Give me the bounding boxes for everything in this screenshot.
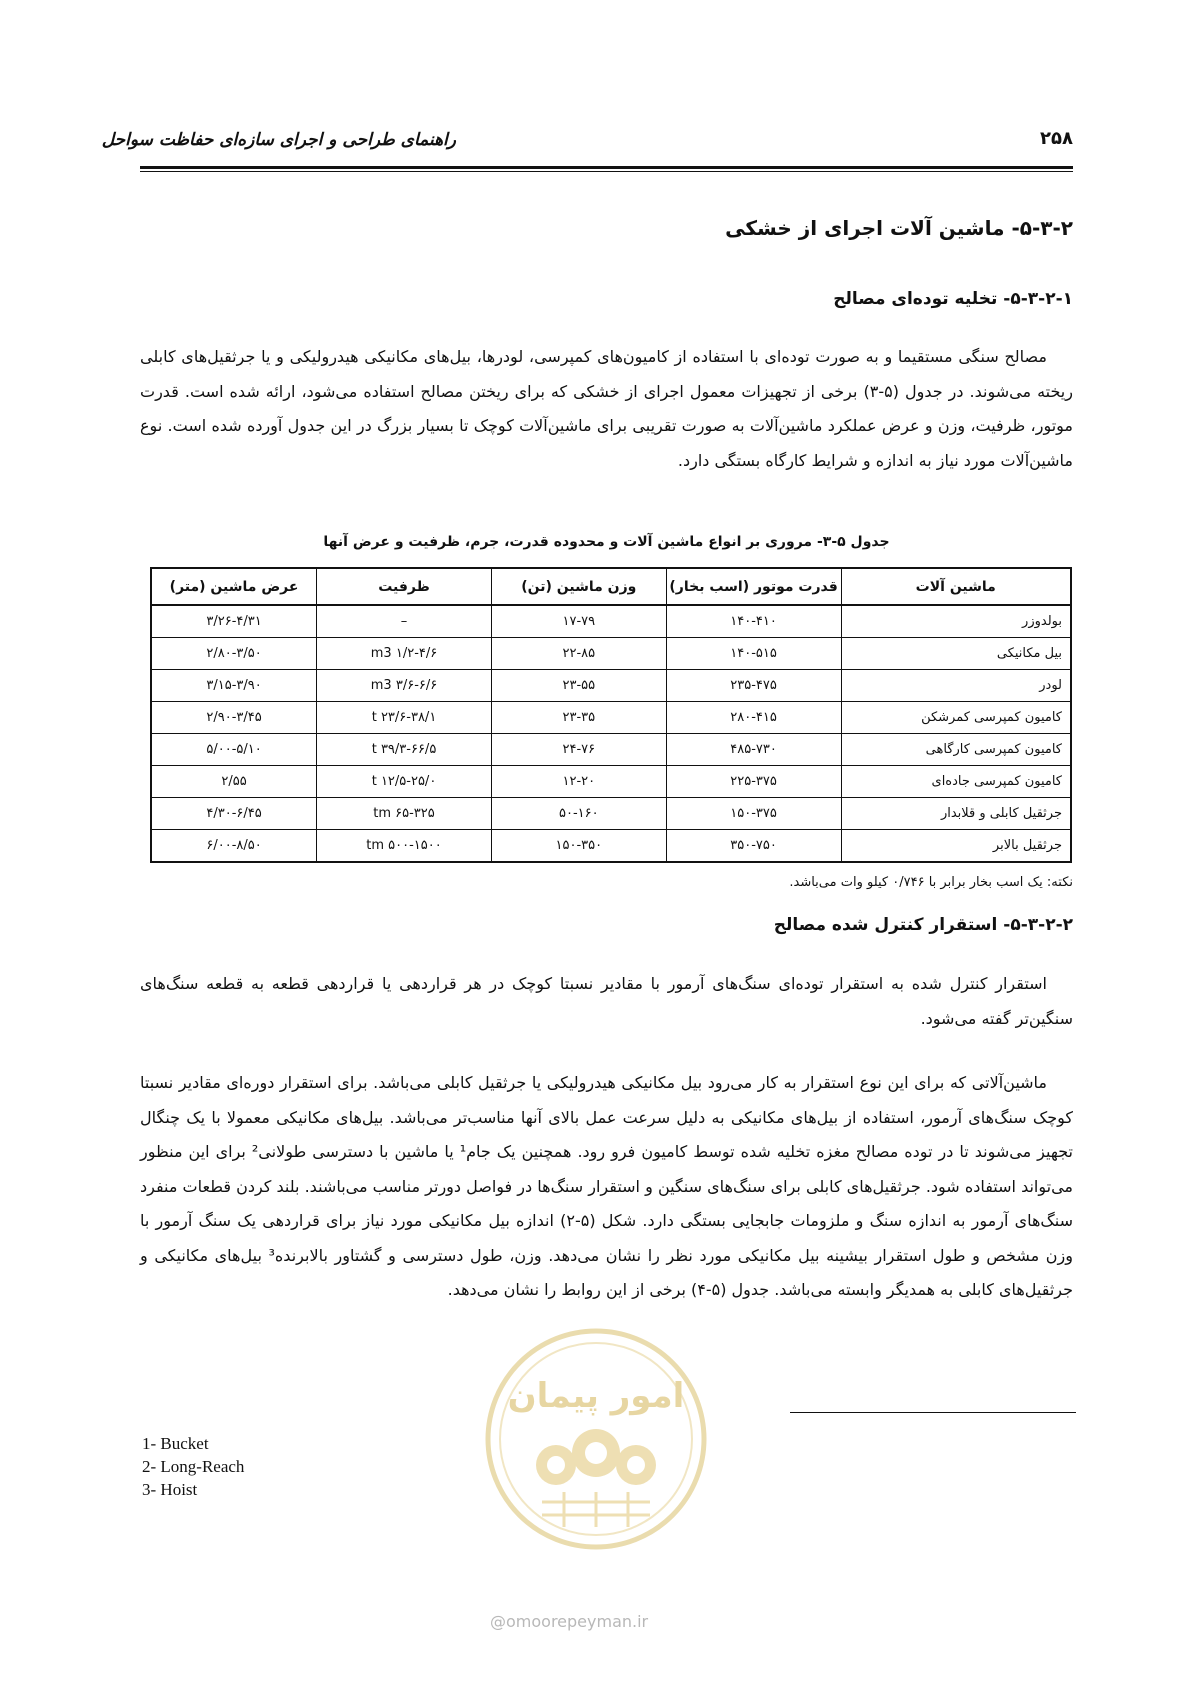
table-header-row <box>151 568 1071 605</box>
running-header-title: راهنمای طراحی و اجرای سازه‌ای حفاظت سواحل <box>101 130 456 150</box>
paragraph-text: استقرار کنترل شده به استقرار توده‌ای سنگ‌های آرمور با مقادیر نسبتا کوچک در هر قراردهی یا قراردهی قطعه به قطعه سنگ‌های سنگین‌تر گفته می‌شود. <box>140 974 1073 1028</box>
table-cell: ۳/۶-۶/۶ m3 <box>317 670 492 702</box>
table-caption: جدول ۵-۳- مروری بر انواع ماشین آلات و محدوده قدرت، جرم، ظرفیت و عرض آنها <box>323 534 890 550</box>
column-header: قدرت موتور (اسب بخار) <box>666 568 841 605</box>
table-row <box>151 702 1071 734</box>
table-cell: ۳/۱۵-۳/۹۰ <box>151 670 317 702</box>
section-heading: ۵-۳-۲- ماشین آلات اجرای از خشکی <box>725 216 1073 240</box>
table-cell: ۱۷-۷۹ <box>491 605 666 638</box>
table-cell: ۶۵-۳۲۵ tm <box>317 798 492 830</box>
footnotes <box>142 1432 244 1501</box>
subsection-heading-controlled-placement: ۵-۳-۲-۲- استقرار کنترل شده مصالح <box>773 915 1073 935</box>
table-row <box>151 670 1071 702</box>
table-cell: ۲۸۰-۴۱۵ <box>666 702 841 734</box>
table-cell: – <box>317 605 492 638</box>
table-cell: ۲/۸۰-۳/۵۰ <box>151 638 317 670</box>
column-header: عرض ماشین (متر) <box>151 568 317 605</box>
watermark-logo-icon <box>484 1327 709 1552</box>
table-row <box>151 830 1071 863</box>
table-cell: ۱۵۰-۳۷۵ <box>666 798 841 830</box>
page-number: ۲۵۸ <box>1040 128 1073 149</box>
watermark-logo-text: امور پیمان <box>507 1376 685 1416</box>
paragraph-controlled-placement-1 <box>140 967 1073 1036</box>
table-cell: ۱۵۰-۳۵۰ <box>491 830 666 863</box>
table-cell: بیل مکانیکی <box>841 638 1071 670</box>
table-cell: لودر <box>841 670 1071 702</box>
table-cell: ۳/۲۶-۴/۳۱ <box>151 605 317 638</box>
table-row <box>151 638 1071 670</box>
table-cell: ۱/۲-۴/۶ m3 <box>317 638 492 670</box>
paragraph-text: مصالح سنگی مستقیما و به صورت توده‌ای با استفاده از کامیون‌های کمپرسی، لودرها، بیل‌های مکانیکی هیدرولیکی و یا جرثقیل‌های کابلی ریخته می‌شوند. در جدول (۵-۳) برخی از تجهیزات معمول اجرای از خشکی که برای ریختن مصالح استفاده می‌شود، ارائه شده است. قدرت موتور، ظرفیت، وزن و عرض عملکرد ماشین‌آلات به صورت تقریبی برای ماشین‌آلات کوچک تا بسیار بزرگ در این جدول آورده شده است. نوع ماشین‌آلات مورد نیاز به اندازه و شرایط کارگاه بستگی دارد. <box>140 347 1073 470</box>
table-cell: ۵۰-۱۶۰ <box>491 798 666 830</box>
machinery-table <box>150 567 1072 863</box>
table-cell: ۴۸۵-۷۳۰ <box>666 734 841 766</box>
table-cell: جرثقیل بالابر <box>841 830 1071 863</box>
table-row <box>151 766 1071 798</box>
watermark-url: @omoorepeyman.ir <box>490 1612 649 1631</box>
table-cell: ۴/۳۰-۶/۴۵ <box>151 798 317 830</box>
footnote: 3- Hoist <box>142 1480 198 1499</box>
table-cell: کامیون کمپرسی کمرشکن <box>841 702 1071 734</box>
table-row <box>151 798 1071 830</box>
table-cell: ۱۴۰-۵۱۵ <box>666 638 841 670</box>
table-cell: ۲۳۵-۴۷۵ <box>666 670 841 702</box>
table-cell: ۳۹/۳-۶۶/۵ t <box>317 734 492 766</box>
table-cell: ۱۲-۲۰ <box>491 766 666 798</box>
table-row <box>151 605 1071 638</box>
table-cell: ۲۳/۶-۳۸/۱ t <box>317 702 492 734</box>
footnote: 1- Bucket <box>142 1434 209 1453</box>
table-cell: جرثقیل کابلی و قلابدار <box>841 798 1071 830</box>
table-row <box>151 734 1071 766</box>
table-cell: کامیون کمپرسی کارگاهی <box>841 734 1071 766</box>
table-cell: ۲۳-۳۵ <box>491 702 666 734</box>
column-header: وزن ماشین (تن) <box>491 568 666 605</box>
paragraph-controlled-placement-2 <box>140 1066 1073 1308</box>
table-note: نکته: یک اسب بخار برابر با ۰/۷۴۶ کیلو وات می‌باشد. <box>789 875 1073 890</box>
table-cell: ۲۳-۵۵ <box>491 670 666 702</box>
table-cell: بولدوزر <box>841 605 1071 638</box>
footnote: 2- Long-Reach <box>142 1457 245 1476</box>
table-cell: ۲۲۵-۳۷۵ <box>666 766 841 798</box>
table-cell: ۶/۰۰-۸/۵۰ <box>151 830 317 863</box>
header-rule <box>140 166 1073 172</box>
table-cell: ۳۵۰-۷۵۰ <box>666 830 841 863</box>
table-cell: ۲/۵۵ <box>151 766 317 798</box>
column-header: ظرفیت <box>317 568 492 605</box>
table-cell: ۲۲-۸۵ <box>491 638 666 670</box>
table-cell: ۲/۹۰-۳/۴۵ <box>151 702 317 734</box>
table-cell: ۵۰۰-۱۵۰۰ tm <box>317 830 492 863</box>
table-cell: ۵/۰۰-۵/۱۰ <box>151 734 317 766</box>
table-cell: ۱۴۰-۴۱۰ <box>666 605 841 638</box>
table-cell: کامیون کمپرسی جاده‌ای <box>841 766 1071 798</box>
table-cell: ۲۴-۷۶ <box>491 734 666 766</box>
subsection-heading-bulk-dumping: ۵-۳-۲-۱- تخلیه توده‌ای مصالح <box>833 289 1073 309</box>
footnote-rule <box>790 1412 1076 1413</box>
paragraph-bulk-dumping <box>140 340 1073 478</box>
paragraph-text: ماشین‌آلاتی که برای این نوع استقرار به کار می‌رود بیل مکانیکی هیدرولیکی یا جرثقیل کابلی می‌باشد. برای استقرار دوره‌ای مقادیر نسبتا کوچک سنگ‌های آرمور، استفاده از بیل‌های مکانیکی به دلیل سرعت عمل بالای آنها مناسب‌تر می‌باشد. بیل‌های مکانیکی معمولا با یک چنگال تجهیز می‌شوند تا در توده مصالح مغزه تخلیه شده توسط کامیون فرو رود. همچنین یک جام¹ یا ماشین با دسترسی طولانی² برای این منظور می‌تواند استفاده شود. جرثقیل‌های کابلی برای سنگ‌های سنگین و استقرار سنگ‌ها در فواصل دورتر مناسب می‌باشند. بلند کردن قطعات منفرد سنگ‌های آرمور به اندازه سنگ و ملزومات جابجایی بستگی دارد. شکل (۵-۲) اندازه بیل مکانیکی مورد نیاز برای قراردهی یک سنگ آرمور با وزن مشخص و طول استقرار بیشینه بیل مکانیکی مورد نظر را نشان می‌دهد. وزن، طول دسترسی و گشتاور بالابرنده³ بیل‌های مکانیکی و جرثقیل‌های کابلی به همدیگر وابسته می‌باشد. جدول (۵-۴) برخی از این روابط را نشان می‌دهد. <box>140 1073 1073 1299</box>
column-header: ماشین آلات <box>841 568 1071 605</box>
table-cell: ۱۲/۵-۲۵/۰ t <box>317 766 492 798</box>
